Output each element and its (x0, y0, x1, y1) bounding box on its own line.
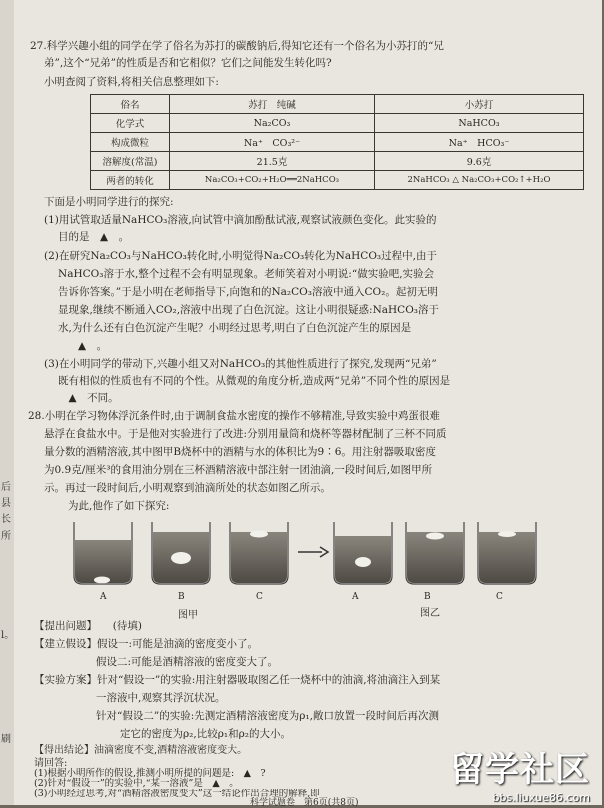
watermark-text: 留学社区 (450, 750, 590, 790)
beaker-a1 (74, 522, 132, 584)
label-c: C (496, 592, 503, 602)
label-a: A (352, 592, 359, 602)
label-b: B (178, 592, 185, 602)
q28-answer: (1)根据小明所作的假设,推测小明所提的问题是: ▲ ? (34, 768, 266, 779)
table-header: 俗名 (91, 95, 170, 114)
q27-line: 目的是 ▲ 。 (58, 231, 130, 243)
table-cell: 21.5克 (170, 152, 375, 171)
figure-caption: 图甲 (178, 610, 198, 621)
comparison-table (90, 94, 584, 190)
q27-line: 27.科学兴趣小组的同学在学了俗名为苏打的碳酸钠后,得知它还有一个俗名为小苏打的“兄 (30, 40, 444, 52)
beaker-b1 (152, 522, 210, 584)
q28-line: 【提出问题】 (待填) (34, 620, 142, 632)
label-c: C (256, 592, 263, 602)
table-cell: 两者的转化 (91, 171, 170, 190)
table-cell: Na₂CO₃+CO₂+H₂O══2NaHCO₃ (170, 171, 375, 190)
q28-line: 示。再过一段时间后,小明观察到油滴所处的状态如图乙所示。 (44, 482, 331, 494)
edge-char: 刷 (1, 734, 11, 745)
beaker-c2 (478, 522, 536, 584)
table-cell: 化学式 (91, 114, 170, 133)
q27-line: (2)在研究Na₂CO₃与NaHCO₃转化时,小明觉得Na₂CO₃转化为NaHCO₃过程中,由于 (44, 250, 437, 262)
q27-line: 显现象,继续不断通入CO₂,溶液中出现了白色沉淀。这让小明很疑惑:NaHCO₃溶于 (58, 304, 440, 316)
watermark-url: bbs.liuxue86.com (492, 791, 590, 804)
edge-char: 所 (1, 531, 11, 542)
q28-line: 【建立假设】假设一:可能是油滴的密度变小了。 (34, 638, 259, 650)
table-cell: Na⁺ HCO₃⁻ (375, 133, 584, 152)
table-cell: 2NaHCO₃ △ Na₂CO₃+CO₂↑+H₂O (375, 171, 584, 190)
beaker-a2 (334, 522, 392, 584)
q27-line: ▲ 不同。 (58, 392, 119, 404)
q27-line: 既有相似的性质也有不同的个性。从微观的角度分析,造成两“兄弟”不同个性的原因是 (58, 375, 451, 387)
table-header: 苏打 纯碱 (170, 95, 375, 114)
beaker-b2 (406, 522, 464, 584)
page-footer: 科学试题卷 第6页(共8页) (250, 798, 359, 808)
beaker-c1 (230, 522, 288, 584)
q28-answer: (3)小明经过思考,对“酒精溶液密度变大”这一结论作出合理的解释,即 (34, 789, 330, 799)
q28-line: 28.小明在学习物体浮沉条件时,由于调制食盐水密度的操作不够精准,导致实验中鸡蛋很难 (28, 410, 440, 422)
table-cell: Na₂CO₃ (170, 114, 375, 133)
q28-line: 请回答: (34, 758, 68, 769)
q27-line: 弟”,这个“兄弟”的性质是否和它相似？它们之间能发生转化吗? (44, 57, 332, 69)
q28-line: 量分数的酒精溶液,其中图甲B烧杯中的酒精与水的体积比为9∶6。用注射器吸取密度 (44, 446, 436, 458)
label-b: B (424, 592, 431, 602)
q27-line: ▲ 。 (78, 340, 108, 352)
table-cell: 构成微粒 (91, 133, 170, 152)
q28-line: 【得出结论】油滴密度不变,酒精溶液密度变大。 (34, 745, 248, 756)
label-a: A (100, 592, 107, 602)
q27-line: (1)用试管取适量NaHCO₃溶液,向试管中滴加酚酞试液,观察试液颜色变化。此实验的 (44, 214, 437, 226)
table-header: 小苏打 (375, 95, 584, 114)
q28-line: 【实验方案】针对“假设一”的实验:用注射器吸取图乙任一烧杯中的油滴,将油滴注入到某 (34, 674, 441, 686)
watermark-logo (450, 742, 590, 804)
q27-line: 小明查阅了资料,将相关信息整理如下: (44, 76, 219, 88)
edge-char: 后 (1, 482, 11, 493)
edge-char: 县 (1, 498, 11, 509)
figure-caption: 图乙 (420, 608, 440, 619)
edge-char: 长 (1, 514, 11, 525)
table-cell: NaHCO₃ (375, 114, 584, 133)
q27-line: 告诉你答案。”于是小明在老师指导下,向饱和的Na₂CO₃溶液中通入CO₂。起初无明 (58, 286, 438, 298)
q27-line: 下面是小明同学进行的探究: (44, 196, 174, 208)
q28-line: 一溶液中,观察其浮沉状况。 (96, 692, 226, 704)
edge-char: l。 (1, 630, 15, 641)
previous-page-edge (0, 0, 14, 805)
q28-line: 针对“假设二”的实验:先测定酒精溶液密度为ρ₁,敞口放置一段时间后再次测 (96, 710, 439, 722)
q28-line: 定它的密度为ρ₂,比较ρ₁和ρ₂的大小。 (120, 728, 291, 740)
q28-answer: (2)针对“假设一”的实验中,“某一溶液”是 ▲ 。 (34, 778, 239, 789)
q27-line: 水,为什么还有白色沉淀产生呢？小明经过思考,明白了白色沉淀产生的原因是 (58, 322, 412, 334)
q28-line: 悬浮在食盐水中。于是他对实验进行了改进:分别用量筒和烧杯等器材配制了三杯不同质 (44, 428, 447, 440)
q28-line: 为0.9克/厘米³的食用油分别在三杯酒精溶液中部注射一团油滴,一段时间后,如图甲所 (44, 464, 433, 476)
beaker-figures (72, 518, 542, 588)
q27-line: NaHCO₃溶于水,整个过程不会有明显现象。老师笑着对小明说:“做实验吧,实验会 (58, 268, 435, 280)
q28-line: 假设二:可能是酒精溶液的密度变大了。 (96, 656, 279, 668)
q28-line: 为此,他作了如下探究: (68, 500, 170, 512)
table-cell: 溶解度(常温) (91, 152, 170, 171)
table-cell: 9.6克 (375, 152, 584, 171)
q27-line: (3)在小明同学的带动下,兴趣小组又对NaHCO₃的其他性质进行了探究,发现两“兄弟” (44, 358, 437, 370)
table-cell: Na⁺ CO₃²⁻ (170, 133, 375, 152)
